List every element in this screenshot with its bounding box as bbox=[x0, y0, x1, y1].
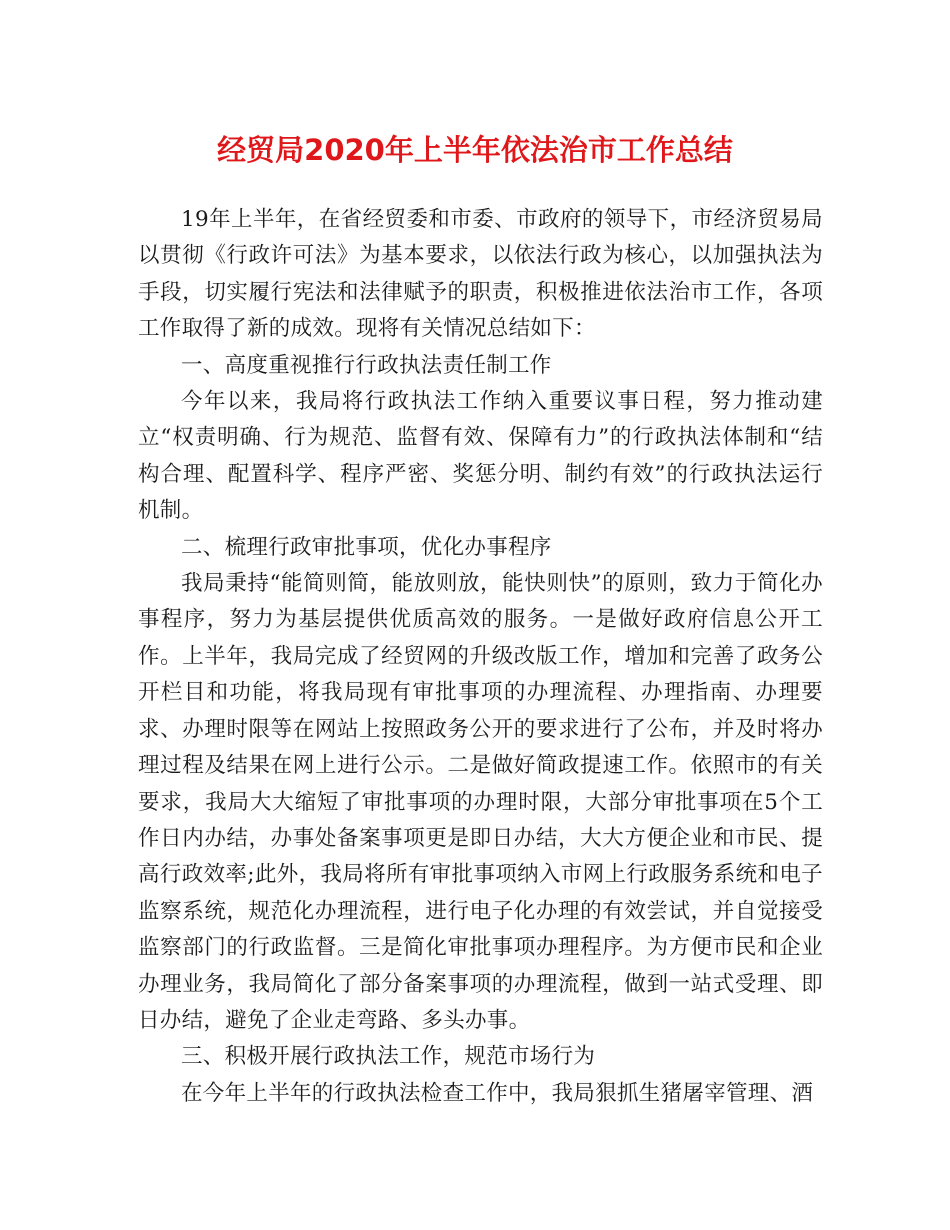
section-heading-3: 三、积极开展行政执法工作，规范市场行为 bbox=[181, 1044, 596, 1070]
paragraph-section-1: 今年以来，我局将行政执法工作纳入重要议事日程，努力推动建立“权责明确、行为规范、监督有效、保障有力”的行政执法体制和“结构合理、配置科学、程序严密、奖惩分明、制约有效”的行政执法运行机制。 bbox=[138, 389, 823, 524]
document-body bbox=[138, 202, 823, 1112]
paragraph-section-3: 在今年上半年的行政执法检查工作中，我局狠抓生猪屠宰管理、酒 bbox=[181, 1080, 814, 1106]
paragraph-intro: 19年上半年，在省经贸委和市委、市政府的领导下，市经济贸易局以贯彻《行政许可法》为基本要求，以依法行政为核心，以加强执法为手段，切实履行宪法和法律赋予的职责，积极推进依法治市工作，各项工作取得了新的成效。现将有关情况总结如下： bbox=[138, 207, 823, 342]
section-heading-1: 一、高度重视推行行政执法责任制工作 bbox=[181, 352, 552, 378]
paragraph-section-2: 我局秉持“能简则简，能放则放，能快则快”的原则，致力于简化办事程序，努力为基层提供优质高效的服务。一是做好政府信息公开工作。上半年，我局完成了经贸网的升级改版工作，增加和完善了政务公开栏目和功能，将我局现有审批事项的办理流程、办理指南、办理要求、办理时限等在网站上按照政务公开的要求进行了公布，并及时将办理过程及结果在网上进行公示。二是做好简政提速工作。依照市的有关要求，我局大大缩短了审批事项的办理时限，大部分审批事项在5个工作日内办结，办事处备案事项更是即日办结，大大方便企业和市民、提高行政效率;此外，我局将所有审批事项纳入市网上行政服务系统和电子监察系统，规范化办理流程，进行电子化办理的有效尝试，并自觉接受监察部门的行政监督。三是简化审批事项办理程序。为方便市民和企业办理业务，我局简化了部分备案事项的办理流程，做到一站式受理、即日办结，避免了企业走弯路、多头办事。 bbox=[138, 571, 823, 1033]
document-title: 经贸局2020年上半年依法治市工作总结 bbox=[217, 133, 733, 167]
section-heading-2: 二、梳理行政审批事项，优化办事程序 bbox=[181, 534, 552, 560]
